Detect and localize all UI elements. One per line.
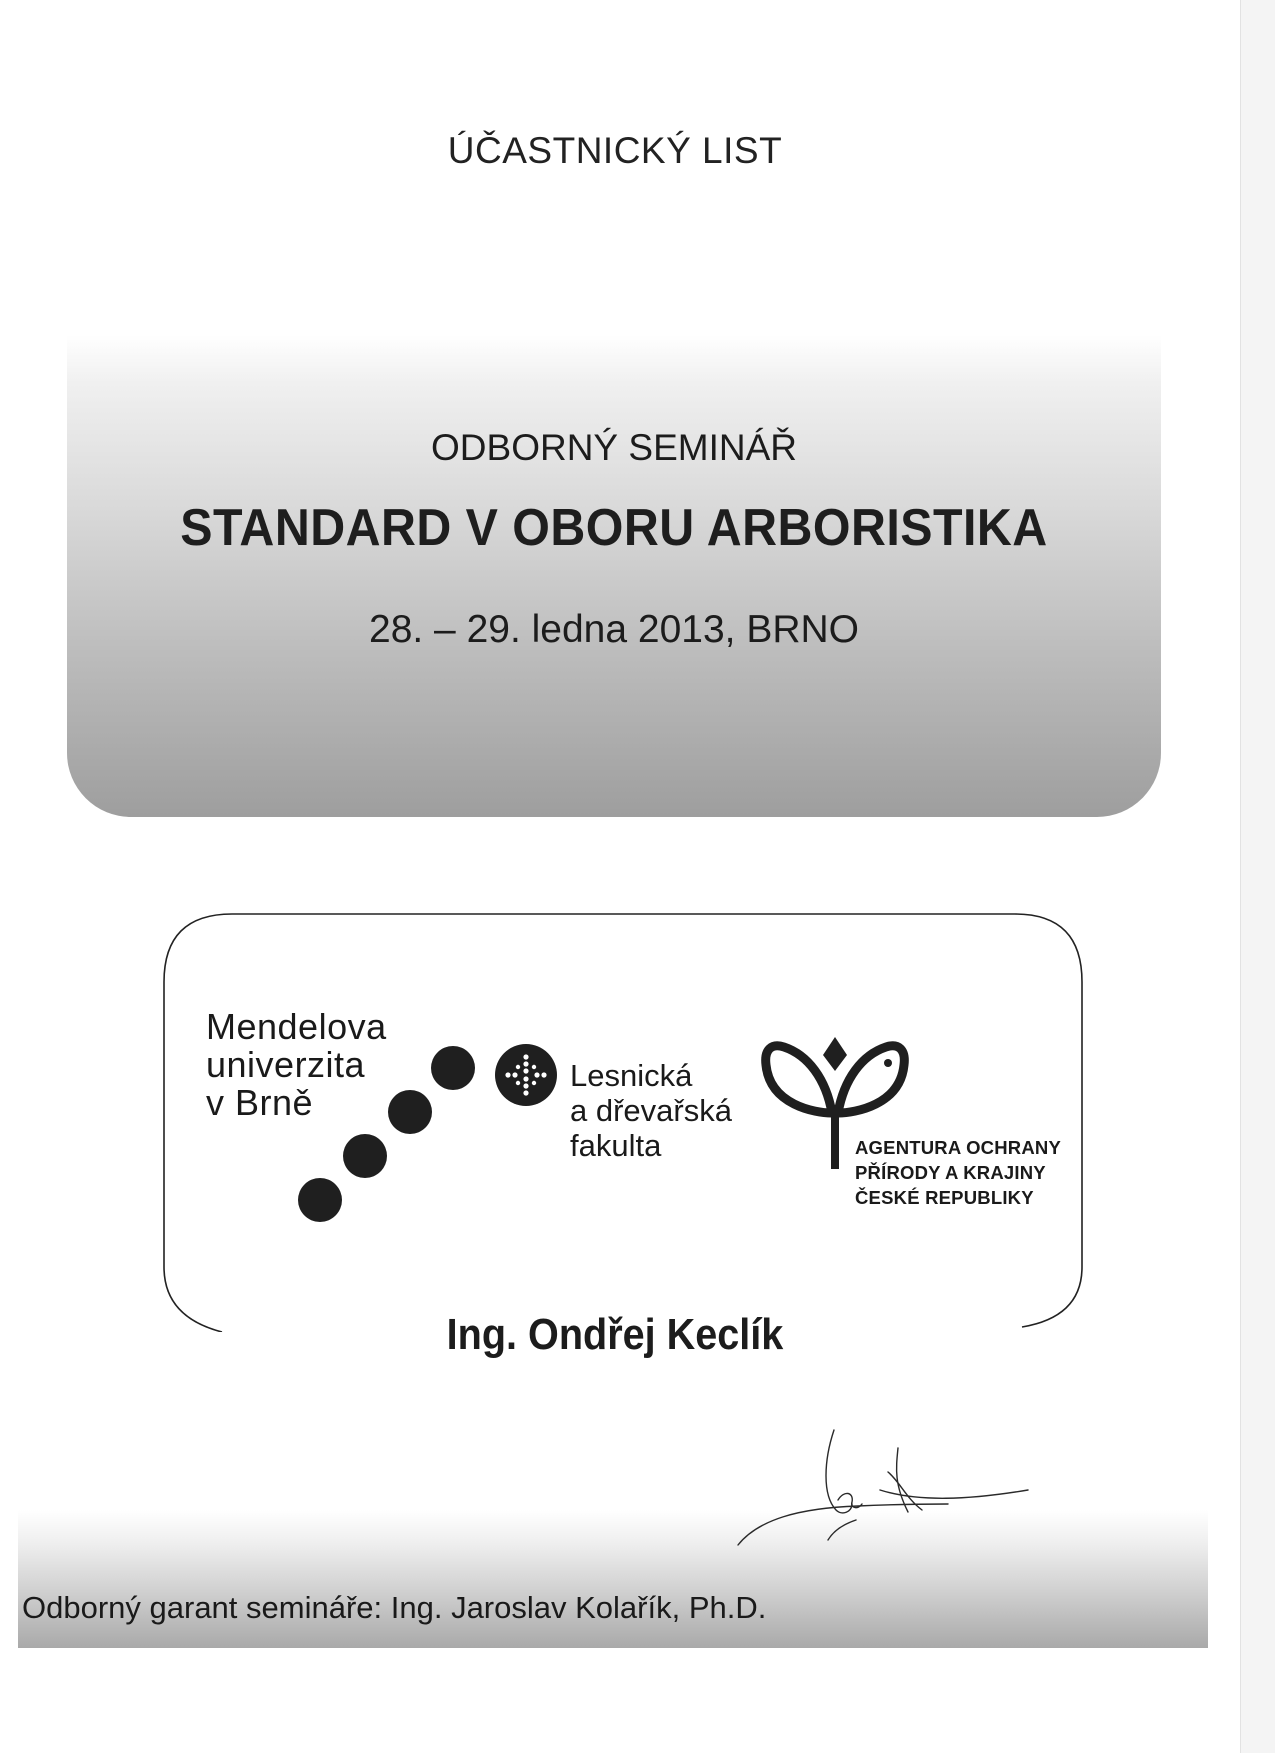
seminar-title: STANDARD V OBORU ARBORISTIKA	[180, 499, 1048, 557]
ldf-emblem-icon	[494, 1043, 558, 1107]
page-edge	[1240, 0, 1275, 1753]
mendel-dots-icon	[285, 1030, 485, 1230]
agency-line-2: PŘÍRODY A KRAJINY	[855, 1162, 1046, 1183]
document-title: ÚČASTNICKÝ LIST	[447, 130, 783, 171]
agency-text	[855, 1135, 1061, 1210]
faculty-line-3: fakulta	[570, 1128, 662, 1163]
faculty-line-2: a dřevařská	[570, 1093, 732, 1128]
guarantor-text: Odborný garant semináře: Ing. Jaroslav Kolařík, Ph.D.	[22, 1590, 767, 1625]
mendel-line-3: v Brně	[206, 1082, 314, 1123]
participant-name: Ing. Ondřej Keclík	[446, 1310, 784, 1359]
seminar-date-place: 28. – 29. ledna 2013, BRNO	[369, 608, 859, 651]
faculty-text	[570, 1058, 732, 1163]
faculty-line-1: Lesnická	[570, 1058, 693, 1093]
seminar-banner	[67, 335, 1161, 817]
mendel-line-2: univerzita	[206, 1044, 366, 1085]
seminar-type: ODBORNÝ SEMINÁŘ	[431, 427, 797, 468]
signature-icon	[718, 1420, 1038, 1560]
agency-line-1: AGENTURA OCHRANY	[855, 1137, 1062, 1158]
agency-line-3: ČESKÉ REPUBLIKY	[855, 1187, 1034, 1208]
mendel-line-1: Mendelova	[206, 1006, 387, 1047]
